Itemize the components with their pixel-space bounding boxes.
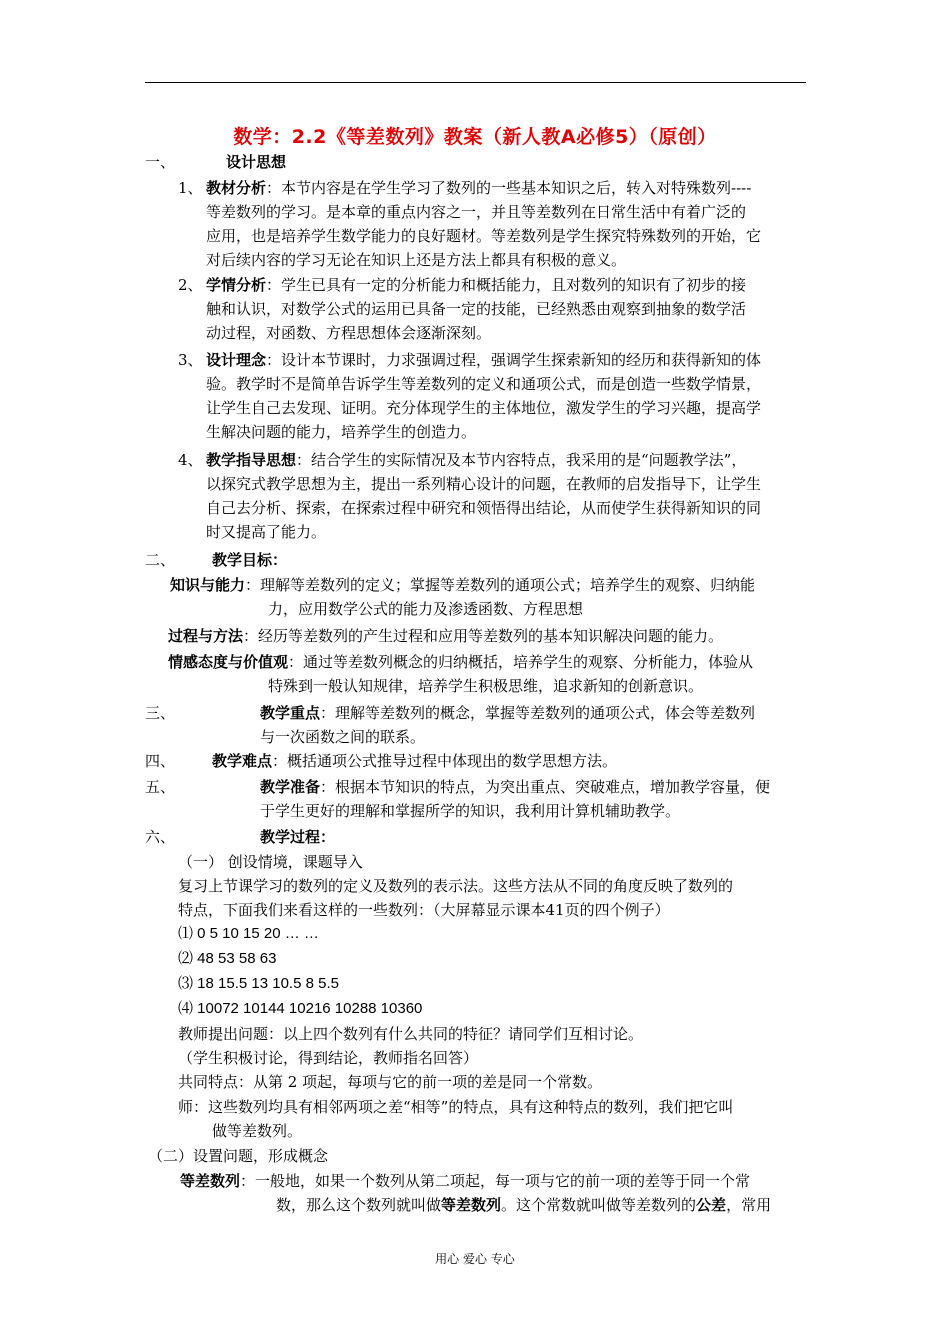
definition-line-2: 数，那么这个数列就叫做等差数列。这个常数就叫做等差数列的公差，常用 [276,1196,772,1214]
item-2-line-3: 动过程，对函数、方程思想体会逐渐深刻。 [206,324,492,342]
section-3-number: 三、 [145,704,176,722]
teacher-question: 教师提出问题：以上四个数列有什么共同的特征？请同学们互相讨论。 [178,1025,644,1043]
section-1-number: 一、 [145,153,176,171]
goal-1-line-2: 力，应用数学公式的能力及渗透函数、方程思想 [268,600,584,618]
teacher-summary-line-1: 师：这些数列均具有相邻两项之差“相等”的特点，具有这种特点的数列，我们把它叫 [178,1098,734,1116]
section-6-heading: 教学过程： [260,828,336,846]
section-3-line-2: 与一次函数之间的联系。 [260,728,426,746]
item-1-number: 1、 [178,179,203,197]
section-5-number: 五、 [145,778,176,796]
goal-3-line-2: 特殊到一般认知规律，培养学生积极思维，追求新知的创新意识。 [268,677,704,695]
section-6-number: 六、 [145,828,176,846]
document-title: 数学：2.2《等差数列》教案（新人教A必修5）（原创） [233,126,717,148]
section-4-line-1: 教学难点：概括通项公式推导过程中体现出的数学思想方法。 [212,752,618,770]
section-3-line-1: 教学重点：理解等差数列的概念，掌握等差数列的通项公式，体会等差数列 [260,704,756,722]
item-4-line-2: 以探究式教学思想为主，提出一系列精心设计的问题，在教师的启发指导下，让学生 [206,475,762,493]
item-4-number: 4、 [178,451,203,469]
goal-1-line-1: 知识与能力：理解等差数列的定义；掌握等差数列的通项公式；培养学生的观察、归纳能 [170,576,756,594]
item-2-number: 2、 [178,276,203,294]
item-4-line-3: 自己去分析、探索，在探索过程中研究和领悟得出结论，从而使学生获得新知识的同 [206,499,762,517]
item-3-line-1: 设计理念：设计本节课时，力求强调过程，强调学生探索新知的经历和获得新知的体 [206,351,762,369]
item-3-line-4: 生解决问题的能力，培养学生的创造力。 [206,423,477,441]
section-2-number: 二、 [145,551,176,569]
section-1-heading: 设计思想 [226,153,287,171]
sequence-3: ⑶ 18 15.5 13 10.5 8 5.5 [178,975,339,992]
header-rule [145,82,806,83]
subsection-1-heading: （一） 创设情境，课题导入 [178,853,363,871]
section-5-line-1: 教学准备：根据本节知识的特点，为突出重点、突破难点，增加教学容量，便 [260,778,771,796]
item-1-line-1: 教材分析：本节内容是在学生学习了数列的一些基本知识之后，转入对特殊数列---- [206,179,752,197]
item-3-line-3: 让学生自己去发现、证明。充分体现学生的主体地位，激发学生的学习兴趣，提高学 [206,399,762,417]
item-2-line-1: 学情分析：学生已具有一定的分析能力和概括能力，且对数列的知识有了初步的接 [206,276,747,294]
goal-3-line-1: 情感态度与价值观：通过等差数列概念的归纳概括，培养学生的观察、分析能力，体验从 [168,653,754,671]
section-4-number: 四、 [145,752,176,770]
common-feature: 共同特点：从第 2 项起，每项与它的前一项的差是同一个常数。 [178,1073,603,1091]
section-2-heading: 教学目标： [212,551,288,569]
section-5-line-2: 于学生更好的理解和掌握所学的知识，我利用计算机辅助教学。 [260,802,681,820]
goal-2-line-1: 过程与方法：经历等差数列的产生过程和应用等差数列的基本知识解决问题的能力。 [168,627,724,645]
item-4-line-4: 时又提高了能力。 [206,523,327,541]
definition-line-1: 等差数列：一般地，如果一个数列从第二项起，每一项与它的前一项的差等于同一个常 [180,1172,751,1190]
item-1-line-4: 对后续内容的学习无论在知识上还是方法上都具有积极的意义。 [206,251,627,269]
intro-line-2: 特点，下面我们来看这样的一些数列：（大屏幕显示课本41页的四个例子） [178,901,670,919]
item-3-number: 3、 [178,351,203,369]
subsection-2-heading: （二）设置问题，形成概念 [148,1147,329,1165]
item-3-line-2: 验。教学时不是简单告诉学生等差数列的定义和通项公式，而是创造一些数学情景， [206,375,762,393]
item-1-line-2: 等差数列的学习。是本章的重点内容之一，并且等差数列在日常生活中有着广泛的 [206,203,747,221]
sequence-1: ⑴ 0 5 10 15 20 … … [178,925,319,942]
item-1-line-3: 应用，也是培养学生数学能力的良好题材。等差数列是学生探究特殊数列的开始，它 [206,227,762,245]
teacher-summary-line-2: 做等差数列。 [212,1122,303,1140]
student-discussion: （学生积极讨论，得到结论，教师指名回答） [178,1049,479,1067]
page-footer: 用心 爱心 专心 [435,1252,515,1266]
item-4-line-1: 教学指导思想：结合学生的实际情况及本节内容特点，我采用的是“问题教学法”， [206,451,747,469]
intro-line-1: 复习上节课学习的数列的定义及数列的表示法。这些方法从不同的角度反映了数列的 [178,877,734,895]
sequence-4: ⑷ 10072 10144 10216 10288 10360 [178,1000,423,1017]
item-2-line-2: 触和认识，对数学公式的运用已具备一定的技能，已经熟悉由观察到抽象的数学活 [206,300,747,318]
sequence-2: ⑵ 48 53 58 63 [178,950,277,967]
